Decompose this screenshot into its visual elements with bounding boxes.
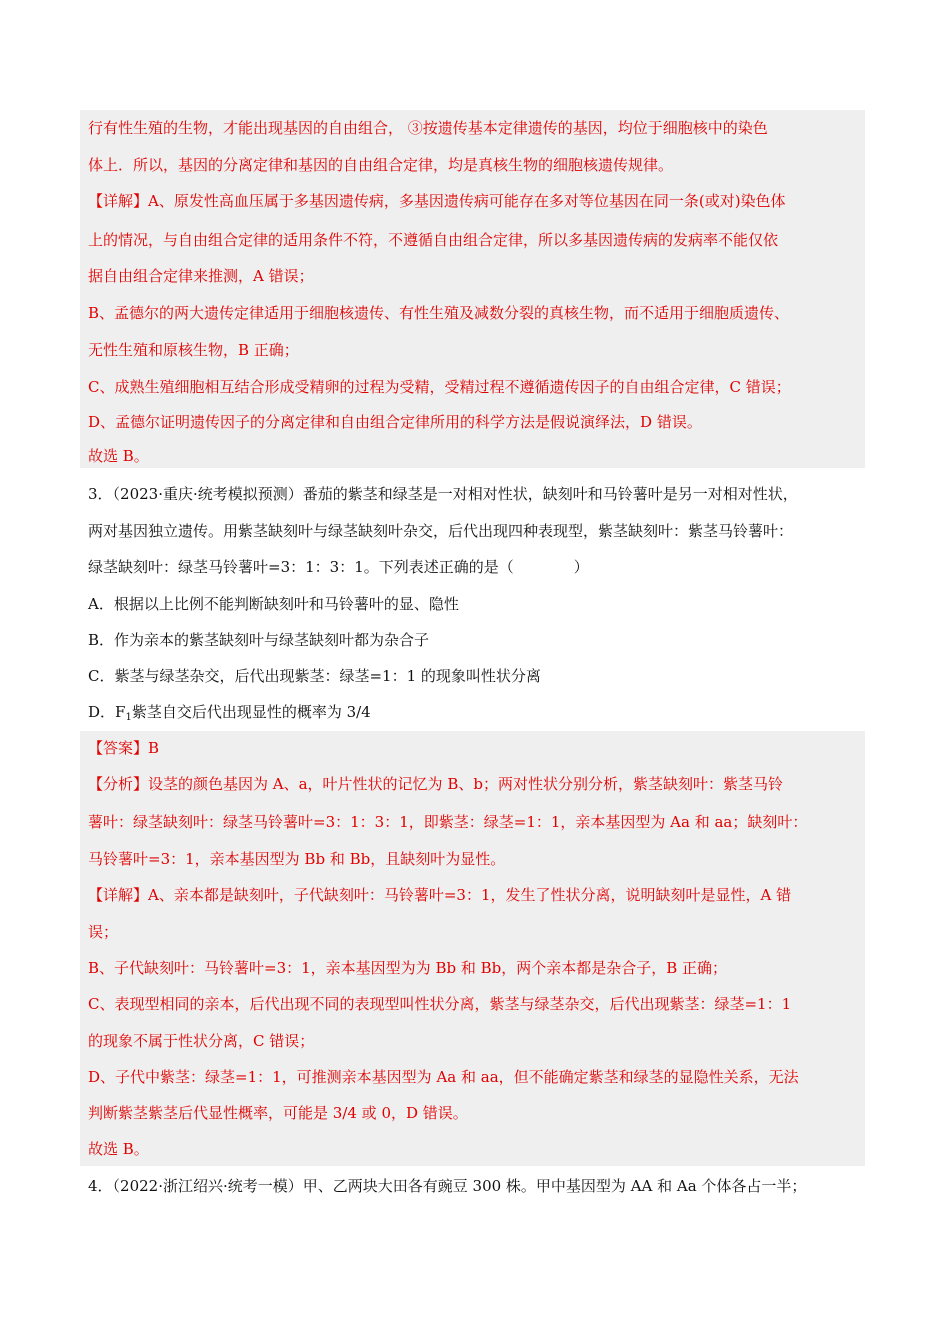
question3-option-b: B．作为亲本的紫茎缺刻叶与绿茎缺刻叶都为杂合子 [88, 631, 430, 649]
block1-line-2: 体上．所以，基因的分离定律和基因的自由组合定律，均是真核生物的细胞核遗传规律。 [88, 156, 674, 174]
block1-line-7: 无性生殖和原核生物，B 正确； [88, 341, 299, 359]
block2-line-3: 薯叶：绿茎缺刻叶：绿茎马铃薯叶=3：1：3：1，即紫茎：绿茎=1：1，亲本基因型为 Aa 和 aa；缺刻叶： [88, 813, 808, 831]
question3-line-2: 两对基因独立遗传。用紫茎缺刻叶与绿茎缺刻叶杂交，后代出现四种表现型，紫茎缺刻叶：紫茎马铃薯叶： [88, 522, 794, 540]
block2-answer: 【答案】B [88, 739, 160, 757]
block2-line-4: 马铃薯叶=3：1，亲本基因型为 Bb 和 Bb，且缺刻叶为显性。 [88, 850, 506, 868]
question3-option-d [88, 702, 371, 728]
block2-line-2: 【分析】设茎的颜色基因为 A、a，叶片性状的记忆为 B、b；两对性状分别分析，紫茎缺刻叶：紫茎马铃 [88, 775, 783, 793]
block2-line-12: 故选 B。 [88, 1140, 149, 1158]
block2-line-11: 判断紫茎紫茎后代显性概率，可能是 3/4 或 0，D 错误。 [88, 1104, 468, 1122]
block2-line-5: 【详解】A、亲本都是缺刻叶，子代缺刻叶：马铃薯叶=3：1，发生了性状分离，说明缺刻叶是显性，A 错 [88, 886, 792, 904]
question3-line-1: 3．（2023·重庆·统考模拟预测）番茄的紫茎和绿茎是一对相对性状，缺刻叶和马铃薯叶是另一对相对性状， [88, 485, 798, 503]
block1-line-1: 行有性生殖的生物，才能出现基因的自由组合， ③按遗传基本定律遗传的基因，均位于细胞核中的染色 [88, 119, 768, 137]
option-d-rest: 紫茎自交后代出现显性的概率为 3/4 [131, 703, 371, 721]
question3-option-c: C．紫茎与绿茎杂交，后代出现紫茎：绿茎=1：1 的现象叫性状分离 [88, 667, 541, 685]
block1-line-9: D、孟德尔证明遗传因子的分离定律和自由组合定律所用的科学方法是假说演绎法，D 错误。 [88, 413, 702, 431]
question4-line-1: 4．（2022·浙江绍兴·统考一模）甲、乙两块大田各有豌豆 300 株。甲中基因型为 AA 和 Aa 个体各占一半； [88, 1177, 807, 1195]
block1-line-5: 据自由组合定律来推测，A 错误； [88, 267, 314, 285]
option-d-prefix: D．F [88, 703, 126, 721]
block2-line-7: B、子代缺刻叶：马铃薯叶=3：1，亲本基因型为为 Bb 和 Bb，两个亲本都是杂合子，B 正确； [88, 959, 728, 977]
question3-line-3: 绿茎缺刻叶：绿茎马铃薯叶=3：1：3：1。下列表述正确的是（ ） [88, 558, 589, 576]
block2-line-8: C、表现型相同的亲本，后代出现不同的表现型叫性状分离，紫茎与绿茎杂交，后代出现紫茎：绿茎=1：1 [88, 995, 792, 1013]
block1-line-8: C、成熟生殖细胞相互结合形成受精卵的过程为受精，受精过程不遵循遗传因子的自由组合定律，C 错误； [88, 378, 791, 396]
question3-option-a: A．根据以上比例不能判断缺刻叶和马铃薯叶的显、隐性 [88, 595, 459, 613]
block2-line-10: D、子代中紫茎：绿茎=1：1，可推测亲本基因型为 Aa 和 aa，但不能确定紫茎和绿茎的显隐性关系，无法 [88, 1068, 799, 1086]
option-d-subscript: 1 [125, 712, 132, 723]
block1-line-3: 【详解】A、原发性高血压属于多基因遗传病，多基因遗传病可能存在多对等位基因在同一条(或对)染色体 [88, 192, 786, 210]
block2-line-6: 误； [88, 923, 119, 941]
block2-line-9: 的现象不属于性状分离，C 错误； [88, 1032, 315, 1050]
block1-line-4: 上的情况，与自由组合定律的适用条件不符，不遵循自由组合定律，所以多基因遗传病的发病率不能仅依 [88, 231, 779, 249]
block1-line-6: B、孟德尔的两大遗传定律适用于细胞核遗传、有性生殖及减数分裂的真核生物，而不适用于细胞质遗传、 [88, 304, 790, 322]
explanation-block-2 [80, 731, 865, 1166]
block1-line-10: 故选 B。 [88, 447, 149, 465]
